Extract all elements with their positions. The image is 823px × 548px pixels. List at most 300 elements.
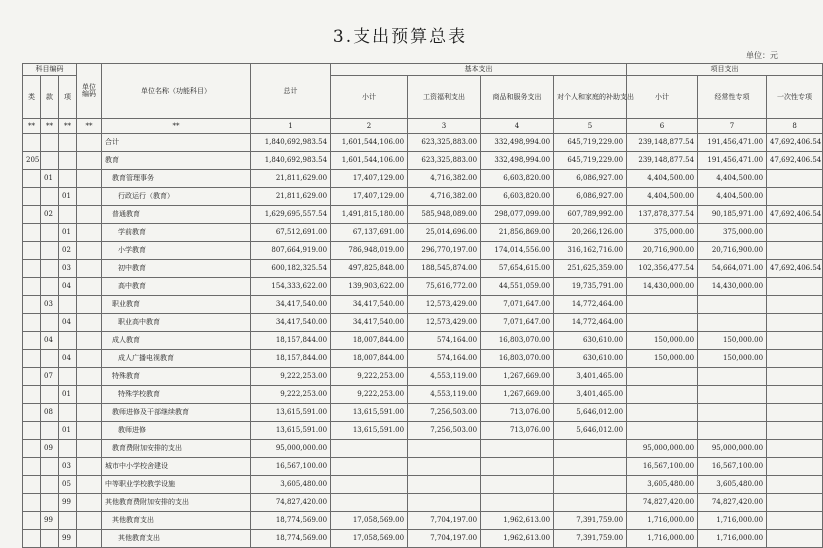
table-row	[23, 188, 823, 206]
table-row	[23, 206, 823, 224]
onetime-cell	[767, 368, 823, 386]
total-cell: 16,567,100.00	[251, 458, 331, 476]
xiang-code-cell	[59, 512, 77, 530]
total-cell: 807,664,919.00	[251, 242, 331, 260]
item-name-cell: 高中教育	[102, 278, 251, 296]
item-name-cell: 其他教育支出	[102, 512, 251, 530]
project-subtotal-cell: 1,716,000.00	[627, 530, 698, 548]
basic-subtotal-cell	[331, 458, 408, 476]
total-cell: 34,417,540.00	[251, 296, 331, 314]
xiang-code-cell: 99	[59, 494, 77, 512]
recurring-cell	[698, 368, 767, 386]
recurring-header: 经常性专项	[698, 76, 767, 119]
kuan-code-cell: 03	[41, 296, 59, 314]
basic-subtotal-cell: 17,058,569.00	[331, 512, 408, 530]
total-cell: 9,222,253.00	[251, 368, 331, 386]
item-name-cell: 职业教育	[102, 296, 251, 314]
personal-subsidy-cell: 3,401,465.00	[554, 386, 627, 404]
unit-code-cell	[77, 296, 102, 314]
lei-code-cell: 205	[23, 152, 41, 170]
index-cell: 7	[698, 119, 767, 134]
goods-services-cell: 44,551,059.00	[481, 278, 554, 296]
unit-code-cell	[77, 242, 102, 260]
xiang-code-cell: 03	[59, 458, 77, 476]
total-cell: 154,333,622.00	[251, 278, 331, 296]
index-cell: 2	[331, 119, 408, 134]
lei-code-cell	[23, 134, 41, 152]
recurring-cell: 3,605,480.00	[698, 476, 767, 494]
unit-code-cell	[77, 206, 102, 224]
total-cell: 18,157,844.00	[251, 332, 331, 350]
recurring-cell: 150,000.00	[698, 350, 767, 368]
personal-subsidy-cell	[554, 494, 627, 512]
recurring-cell: 150,000.00	[698, 332, 767, 350]
header-row-1	[23, 64, 823, 76]
basic-subtotal-cell: 18,007,844.00	[331, 350, 408, 368]
wages-cell	[408, 476, 481, 494]
wages-cell: 25,014,696.00	[408, 224, 481, 242]
wages-cell: 574,164.00	[408, 350, 481, 368]
goods-services-cell	[481, 476, 554, 494]
goods-services-cell: 713,076.00	[481, 404, 554, 422]
index-cell: 3	[408, 119, 481, 134]
recurring-cell: 1,716,000.00	[698, 530, 767, 548]
kuan-code-cell	[41, 188, 59, 206]
recurring-cell: 4,404,500.00	[698, 170, 767, 188]
onetime-cell	[767, 530, 823, 548]
onetime-cell	[767, 494, 823, 512]
item-name-cell: 成人教育	[102, 332, 251, 350]
table-row	[23, 242, 823, 260]
item-name-cell: 小学教育	[102, 242, 251, 260]
project-subtotal-cell: 239,148,877.54	[627, 152, 698, 170]
kuan-code-cell	[41, 350, 59, 368]
kuan-code-cell	[41, 152, 59, 170]
kuan-code-cell	[41, 476, 59, 494]
xiang-code-cell	[59, 206, 77, 224]
lei-code-cell	[23, 332, 41, 350]
project-subtotal-cell: 95,000,000.00	[627, 440, 698, 458]
unit-code-cell	[77, 530, 102, 548]
unit-code-cell	[77, 422, 102, 440]
onetime-cell	[767, 296, 823, 314]
goods-services-cell: 1,962,613.00	[481, 512, 554, 530]
unit-code-cell	[77, 134, 102, 152]
personal-subsidy-cell: 607,789,992.00	[554, 206, 627, 224]
project-subtotal-cell: 3,605,480.00	[627, 476, 698, 494]
unit-code-cell	[77, 476, 102, 494]
unit-code-cell	[77, 170, 102, 188]
onetime-cell	[767, 440, 823, 458]
table-row	[23, 530, 823, 548]
lei-code-cell	[23, 260, 41, 278]
project-subtotal-cell: 4,404,500.00	[627, 170, 698, 188]
personal-subsidy-cell	[554, 458, 627, 476]
kuan-code-cell	[41, 134, 59, 152]
xiang-code-cell	[59, 134, 77, 152]
basic-subtotal-cell: 1,491,815,180.00	[331, 206, 408, 224]
wages-cell: 12,573,429.00	[408, 296, 481, 314]
table-row	[23, 278, 823, 296]
basic-subtotal-cell: 786,948,019.00	[331, 242, 408, 260]
table-row	[23, 440, 823, 458]
total-cell: 600,182,325.54	[251, 260, 331, 278]
page-title: 3.支出预算总表	[332, 27, 468, 47]
lei-code-cell	[23, 512, 41, 530]
project-subtotal-cell	[627, 422, 698, 440]
basic-subtotal-cell: 17,407,129.00	[331, 170, 408, 188]
goods-services-cell: 7,071,647.00	[481, 314, 554, 332]
basic-subtotal-cell: 34,417,540.00	[331, 296, 408, 314]
personal-subsidy-cell: 7,391,759.00	[554, 512, 627, 530]
kuan-code-cell: 02	[41, 206, 59, 224]
personal-subsidy-cell: 5,646,012.00	[554, 422, 627, 440]
project-expenditure-header: 项目支出	[627, 64, 823, 76]
xiang-code-cell: 01	[59, 422, 77, 440]
personal-subsidy-cell: 3,401,465.00	[554, 368, 627, 386]
total-cell: 74,827,420.00	[251, 494, 331, 512]
recurring-cell	[698, 314, 767, 332]
personal-subsidy-cell: 14,772,464.00	[554, 296, 627, 314]
table-row	[23, 260, 823, 278]
wages-cell	[408, 440, 481, 458]
item-name-cell: 教师进修及干部继续教育	[102, 404, 251, 422]
lei-header: 类	[23, 76, 41, 119]
kuan-code-cell	[41, 278, 59, 296]
unit-code-cell	[77, 350, 102, 368]
basic-subtotal-cell: 13,615,591.00	[331, 404, 408, 422]
xiang-code-cell: 01	[59, 386, 77, 404]
xiang-code-cell: 02	[59, 242, 77, 260]
goods-services-cell: 1,962,613.00	[481, 530, 554, 548]
wages-cell: 585,948,089.00	[408, 206, 481, 224]
table-row	[23, 368, 823, 386]
recurring-cell	[698, 404, 767, 422]
wages-cell	[408, 494, 481, 512]
basic-subtotal-cell: 9,222,253.00	[331, 368, 408, 386]
personal-subsidy-cell: 14,772,464.00	[554, 314, 627, 332]
unit-code-cell	[77, 386, 102, 404]
kuan-code-cell	[41, 530, 59, 548]
item-name-cell: 学前教育	[102, 224, 251, 242]
recurring-cell	[698, 422, 767, 440]
onetime-cell: 47,692,406.54	[767, 260, 823, 278]
total-cell: 21,811,629.00	[251, 188, 331, 206]
item-name-cell: 其他教育支出	[102, 530, 251, 548]
goods-services-cell: 332,498,994.00	[481, 134, 554, 152]
basic-subtotal-cell: 34,417,540.00	[331, 314, 408, 332]
total-header: 总计	[251, 64, 331, 119]
personal-subsidy-cell: 6,086,927.00	[554, 170, 627, 188]
table-row	[23, 476, 823, 494]
total-cell: 1,840,692,983.54	[251, 152, 331, 170]
onetime-cell	[767, 512, 823, 530]
personal-subsidy-cell: 645,719,229.00	[554, 152, 627, 170]
goods-services-header: 商品和服务支出	[481, 76, 554, 119]
unit-code-cell	[77, 404, 102, 422]
goods-services-cell	[481, 494, 554, 512]
table-row	[23, 350, 823, 368]
xiang-code-cell	[59, 152, 77, 170]
basic-subtotal-header: 小计	[331, 76, 408, 119]
stars-cell: **	[102, 119, 251, 134]
kuan-code-cell	[41, 260, 59, 278]
project-subtotal-header: 小计	[627, 76, 698, 119]
basic-expenditure-header: 基本支出	[331, 64, 627, 76]
personal-subsidy-cell: 316,162,716.00	[554, 242, 627, 260]
unit-code-cell	[77, 494, 102, 512]
kuan-code-cell	[41, 386, 59, 404]
table-row	[23, 170, 823, 188]
onetime-cell	[767, 242, 823, 260]
lei-code-cell	[23, 224, 41, 242]
onetime-cell	[767, 170, 823, 188]
stars-cell: **	[23, 119, 41, 134]
header-row-3	[23, 119, 823, 134]
lei-code-cell	[23, 188, 41, 206]
item-name-cell: 特殊教育	[102, 368, 251, 386]
kuan-code-cell: 01	[41, 170, 59, 188]
onetime-cell: 47,692,406.54	[767, 134, 823, 152]
total-cell: 34,417,540.00	[251, 314, 331, 332]
table-row	[23, 404, 823, 422]
index-cell: 5	[554, 119, 627, 134]
lei-code-cell	[23, 422, 41, 440]
table-row	[23, 314, 823, 332]
unit-code-cell	[77, 224, 102, 242]
wages-cell: 4,716,382.00	[408, 170, 481, 188]
unit-code-cell	[77, 440, 102, 458]
goods-services-cell: 16,803,070.00	[481, 332, 554, 350]
item-name-cell: 初中教育	[102, 260, 251, 278]
kuan-code-cell	[41, 458, 59, 476]
index-cell: 6	[627, 119, 698, 134]
item-name-cell: 职业高中教育	[102, 314, 251, 332]
wages-cell: 4,553,119.00	[408, 368, 481, 386]
recurring-cell: 191,456,471.00	[698, 134, 767, 152]
item-name-cell: 城市中小学校舍建设	[102, 458, 251, 476]
basic-subtotal-cell: 9,222,253.00	[331, 386, 408, 404]
xiang-code-cell: 05	[59, 476, 77, 494]
unit-code-cell	[77, 368, 102, 386]
unit-code-cell	[77, 152, 102, 170]
total-cell: 95,000,000.00	[251, 440, 331, 458]
xiang-code-cell: 03	[59, 260, 77, 278]
xiang-code-cell	[59, 404, 77, 422]
basic-subtotal-cell: 1,601,544,106.00	[331, 152, 408, 170]
recurring-cell: 16,567,100.00	[698, 458, 767, 476]
item-name-cell: 特殊学校教育	[102, 386, 251, 404]
basic-subtotal-cell	[331, 440, 408, 458]
stars-cell: **	[77, 119, 102, 134]
goods-services-cell: 332,498,994.00	[481, 152, 554, 170]
goods-services-cell: 6,603,820.00	[481, 170, 554, 188]
table-row	[23, 224, 823, 242]
total-cell: 18,774,569.00	[251, 530, 331, 548]
onetime-cell	[767, 188, 823, 206]
lei-code-cell	[23, 296, 41, 314]
lei-code-cell	[23, 386, 41, 404]
project-subtotal-cell: 239,148,877.54	[627, 134, 698, 152]
onetime-cell	[767, 332, 823, 350]
basic-subtotal-cell: 497,825,848.00	[331, 260, 408, 278]
wages-cell: 12,573,429.00	[408, 314, 481, 332]
total-cell: 18,774,569.00	[251, 512, 331, 530]
kuan-code-cell	[41, 314, 59, 332]
index-cell: 4	[481, 119, 554, 134]
personal-subsidy-cell: 251,625,359.00	[554, 260, 627, 278]
total-cell: 21,811,629.00	[251, 170, 331, 188]
table-row	[23, 494, 823, 512]
lei-code-cell	[23, 314, 41, 332]
recurring-cell: 375,000.00	[698, 224, 767, 242]
wages-cell: 7,704,197.00	[408, 530, 481, 548]
goods-services-cell: 713,076.00	[481, 422, 554, 440]
item-name-cell: 中等职业学校教学设施	[102, 476, 251, 494]
total-cell: 1,840,692,983.54	[251, 134, 331, 152]
recurring-cell: 74,827,420.00	[698, 494, 767, 512]
recurring-cell: 90,185,971.00	[698, 206, 767, 224]
total-cell: 9,222,253.00	[251, 386, 331, 404]
lei-code-cell	[23, 440, 41, 458]
goods-services-cell: 21,856,869.00	[481, 224, 554, 242]
kuan-code-cell	[41, 422, 59, 440]
table-row	[23, 458, 823, 476]
recurring-cell	[698, 386, 767, 404]
xiang-code-cell: 04	[59, 314, 77, 332]
onetime-cell	[767, 224, 823, 242]
unit-code-header: 单位编码	[77, 64, 102, 119]
goods-services-cell	[481, 458, 554, 476]
table-row	[23, 422, 823, 440]
onetime-cell	[767, 278, 823, 296]
wages-header: 工资福利支出	[408, 76, 481, 119]
goods-services-cell: 16,803,070.00	[481, 350, 554, 368]
xiang-code-cell	[59, 332, 77, 350]
lei-code-cell	[23, 530, 41, 548]
wages-cell: 574,164.00	[408, 332, 481, 350]
stars-cell: **	[41, 119, 59, 134]
unit-label: 单位：元	[746, 51, 778, 60]
personal-subsidy-cell: 5,646,012.00	[554, 404, 627, 422]
item-name-cell: 行政运行（教育）	[102, 188, 251, 206]
wages-cell: 188,545,874.00	[408, 260, 481, 278]
stars-cell: **	[59, 119, 77, 134]
project-subtotal-cell: 1,716,000.00	[627, 512, 698, 530]
personal-subsidy-cell: 20,266,126.00	[554, 224, 627, 242]
personal-subsidy-cell: 6,086,927.00	[554, 188, 627, 206]
table-body	[23, 134, 823, 548]
kuan-code-cell: 99	[41, 512, 59, 530]
goods-services-cell: 298,077,099.00	[481, 206, 554, 224]
xiang-code-cell: 01	[59, 224, 77, 242]
onetime-cell	[767, 386, 823, 404]
wages-cell: 4,553,119.00	[408, 386, 481, 404]
goods-services-cell: 1,267,669.00	[481, 386, 554, 404]
kuan-header: 款	[41, 76, 59, 119]
unit-code-cell	[77, 314, 102, 332]
lei-code-cell	[23, 494, 41, 512]
personal-subsidy-header: 对个人和家庭的补助支出	[554, 76, 627, 119]
table-row	[23, 386, 823, 404]
index-cell: 1	[251, 119, 331, 134]
table-row	[23, 152, 823, 170]
xiang-code-cell	[59, 296, 77, 314]
basic-subtotal-cell: 17,407,129.00	[331, 188, 408, 206]
personal-subsidy-cell: 7,391,759.00	[554, 530, 627, 548]
table-row	[23, 134, 823, 152]
onetime-cell	[767, 404, 823, 422]
kuan-code-cell	[41, 494, 59, 512]
recurring-cell: 4,404,500.00	[698, 188, 767, 206]
unit-code-cell	[77, 188, 102, 206]
wages-cell: 4,716,382.00	[408, 188, 481, 206]
xiang-header: 项	[59, 76, 77, 119]
lei-code-cell	[23, 350, 41, 368]
project-subtotal-cell	[627, 296, 698, 314]
xiang-code-cell	[59, 170, 77, 188]
item-name-cell: 教师进修	[102, 422, 251, 440]
onetime-cell	[767, 350, 823, 368]
project-subtotal-cell: 14,430,000.00	[627, 278, 698, 296]
unit-code-cell	[77, 512, 102, 530]
xiang-code-cell: 01	[59, 188, 77, 206]
kuan-code-cell	[41, 242, 59, 260]
project-subtotal-cell	[627, 404, 698, 422]
lei-code-cell	[23, 404, 41, 422]
total-cell: 3,605,480.00	[251, 476, 331, 494]
item-name-cell: 教育	[102, 152, 251, 170]
recurring-cell: 1,716,000.00	[698, 512, 767, 530]
xiang-code-cell: 04	[59, 278, 77, 296]
onetime-cell: 47,692,406.54	[767, 152, 823, 170]
project-subtotal-cell: 150,000.00	[627, 332, 698, 350]
personal-subsidy-cell: 19,735,791.00	[554, 278, 627, 296]
goods-services-cell: 57,654,615.00	[481, 260, 554, 278]
goods-services-cell: 1,267,669.00	[481, 368, 554, 386]
unit-code-cell	[77, 332, 102, 350]
project-subtotal-cell: 16,567,100.00	[627, 458, 698, 476]
expenditure-budget-table	[22, 63, 823, 548]
wages-cell: 623,325,883.00	[408, 152, 481, 170]
wages-cell	[408, 458, 481, 476]
project-subtotal-cell: 102,356,477.54	[627, 260, 698, 278]
onetime-cell	[767, 314, 823, 332]
wages-cell: 7,256,503.00	[408, 422, 481, 440]
lei-code-cell	[23, 458, 41, 476]
project-subtotal-cell	[627, 386, 698, 404]
onetime-header: 一次性专项	[767, 76, 823, 119]
personal-subsidy-cell: 630,610.00	[554, 350, 627, 368]
project-subtotal-cell	[627, 314, 698, 332]
recurring-cell: 54,664,071.00	[698, 260, 767, 278]
project-subtotal-cell: 137,878,377.54	[627, 206, 698, 224]
xiang-code-cell: 04	[59, 350, 77, 368]
lei-code-cell	[23, 476, 41, 494]
unit-name-header: 单位名称（功能科目）	[102, 64, 251, 119]
kuan-code-cell	[41, 224, 59, 242]
kuan-code-cell: 04	[41, 332, 59, 350]
total-cell: 67,512,691.00	[251, 224, 331, 242]
basic-subtotal-cell: 18,007,844.00	[331, 332, 408, 350]
project-subtotal-cell: 20,716,900.00	[627, 242, 698, 260]
onetime-cell	[767, 458, 823, 476]
personal-subsidy-cell	[554, 476, 627, 494]
xiang-code-cell	[59, 440, 77, 458]
xiang-code-cell	[59, 368, 77, 386]
total-cell: 18,157,844.00	[251, 350, 331, 368]
lei-code-cell	[23, 368, 41, 386]
